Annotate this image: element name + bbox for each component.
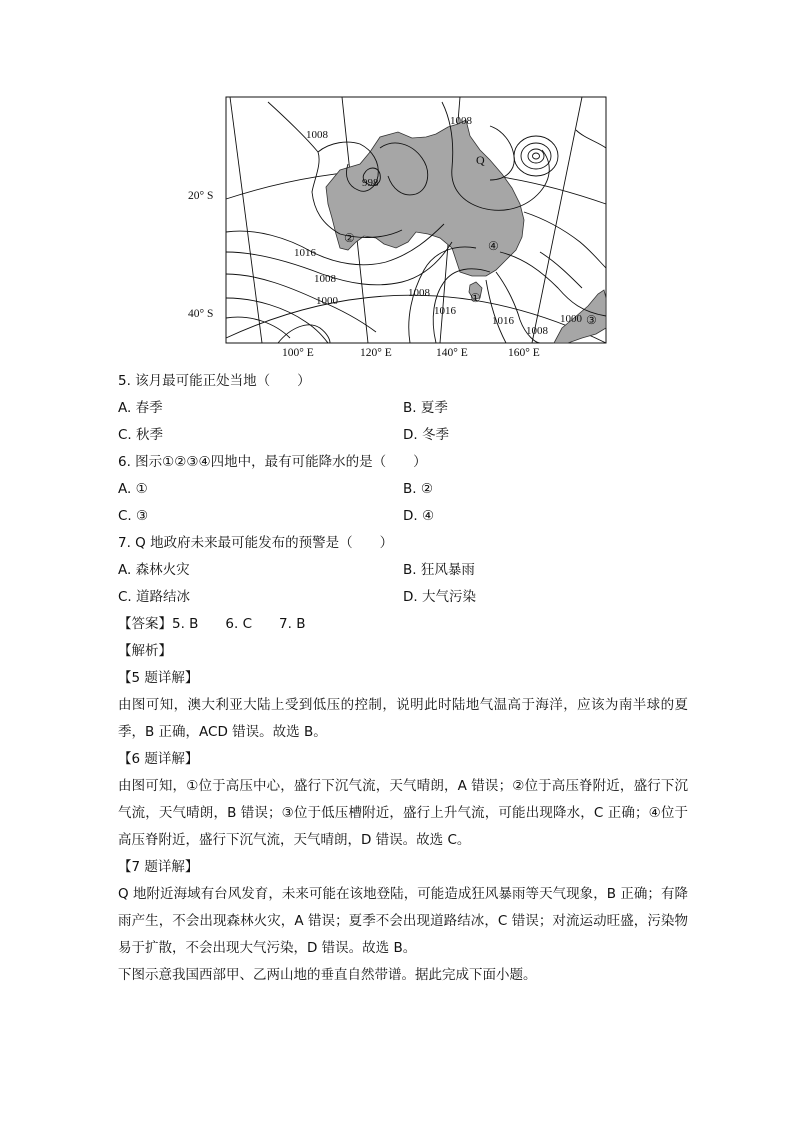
isobar-label-1008-nw: 1008: [306, 129, 328, 141]
question-7-options-row2: [118, 584, 688, 611]
isobar-label-1016-s: 1016: [434, 305, 456, 317]
isobar-label-998: 998: [362, 177, 379, 189]
point-label-q: Q: [476, 153, 485, 167]
lon-label-100e: 100° E: [282, 347, 314, 359]
typhoon-rings: [514, 136, 558, 176]
question-5-options: [118, 395, 688, 422]
question-5-option-d: D. 冬季: [403, 427, 449, 443]
lat-label-20s: 20° S: [188, 190, 214, 202]
lat-label-40s: 40° S: [188, 308, 214, 320]
question-6-option-d: D. ④: [403, 508, 435, 524]
question-5-options-row2: [118, 422, 688, 449]
explanation-5-heading: 【5 题详解】: [118, 670, 199, 686]
question-5-stem: 5. 该月最可能正处当地（ ）: [118, 373, 311, 389]
isobar-label-1016-w: 1016: [294, 247, 316, 259]
question-5-option-a: A. 春季: [118, 400, 163, 416]
isobar-label-1000-w: 1000: [316, 295, 338, 307]
lon-label-120e: 120° E: [360, 347, 392, 359]
analysis-heading: 【解析】: [118, 643, 172, 659]
answer-line: 【答案】5. B 6. C 7. B: [118, 616, 306, 632]
question-6-stem: 6. 图示①②③④四地中，最有可能降水的是（ ）: [118, 454, 427, 470]
document-body: [118, 368, 688, 989]
explanation-7-heading: 【7 题详解】: [118, 859, 199, 875]
point-label-1: ①: [470, 291, 481, 305]
point-label-3: ③: [586, 313, 597, 327]
explanation-5-text: 由图可知，澳大利亚大陆上受到低压的控制，说明此时陆地气温高于海洋，应该为南半球的夏季，B 正确，ACD 错误。故选 B。: [118, 697, 688, 740]
explanation-6-text: 由图可知，①位于高压中心，盛行下沉气流，天气晴朗，A 错误；②位于高压脊附近，盛行下沉气流，天气晴朗，B 错误；③位于低压槽附近，盛行上升气流，可能出现降水，C 正确；④位于高压脊附近，盛行下沉气流，天气晴朗，D 错误。故选 C。: [118, 778, 688, 848]
lon-label-160e: 160° E: [508, 347, 540, 359]
explanation-7-text: Q 地附近海域有台风发育，未来可能在该地登陆，可能造成狂风暴雨等天气现象，B 正确；有降雨产生，不会出现森林火灾，A 错误；夏季不会出现道路结冰，C 错误；对流运动旺盛，污染物易于扩散，不会出现大气污染，D 错误。故选 B。: [118, 886, 689, 956]
isobar-label-1000-se: 1000: [560, 313, 582, 325]
question-7-option-d: D. 大气污染: [403, 589, 476, 605]
question-6-options-row2: [118, 503, 688, 530]
question-7-option-c: C. 道路结冰: [118, 589, 191, 605]
explanation-6-heading: 【6 题详解】: [118, 751, 199, 767]
isobar-map: [190, 92, 597, 362]
isobar-label-1008-ne: 1008: [450, 115, 472, 127]
point-label-2: ②: [344, 231, 355, 245]
isobar-label-1008-s: 1008: [408, 287, 430, 299]
question-6-option-c: C. ③: [118, 508, 149, 524]
question-6-options: [118, 476, 688, 503]
question-7-stem: 7. Q 地政府未来最可能发布的预警是（ ）: [118, 535, 394, 551]
question-7-option-a: A. 森林火灾: [118, 562, 190, 578]
isobar-label-1016-se: 1016: [492, 315, 514, 327]
question-6-option-a: A. ①: [118, 481, 148, 497]
lon-label-140e: 140° E: [436, 347, 468, 359]
question-5-option-c: C. 秋季: [118, 427, 164, 443]
question-7-option-b: B. 狂风暴雨: [403, 562, 475, 578]
question-5-option-b: B. 夏季: [403, 400, 448, 416]
isobar-label-1008-se: 1008: [526, 325, 548, 337]
question-7-options: [118, 557, 688, 584]
closing-instruction: 下图示意我国西部甲、乙两山地的垂直自然带谱。据此完成下面小题。: [118, 967, 537, 983]
isobar-label-1008-w: 1008: [314, 273, 336, 285]
question-6-option-b: B. ②: [403, 481, 433, 497]
point-label-4: ④: [488, 239, 499, 253]
